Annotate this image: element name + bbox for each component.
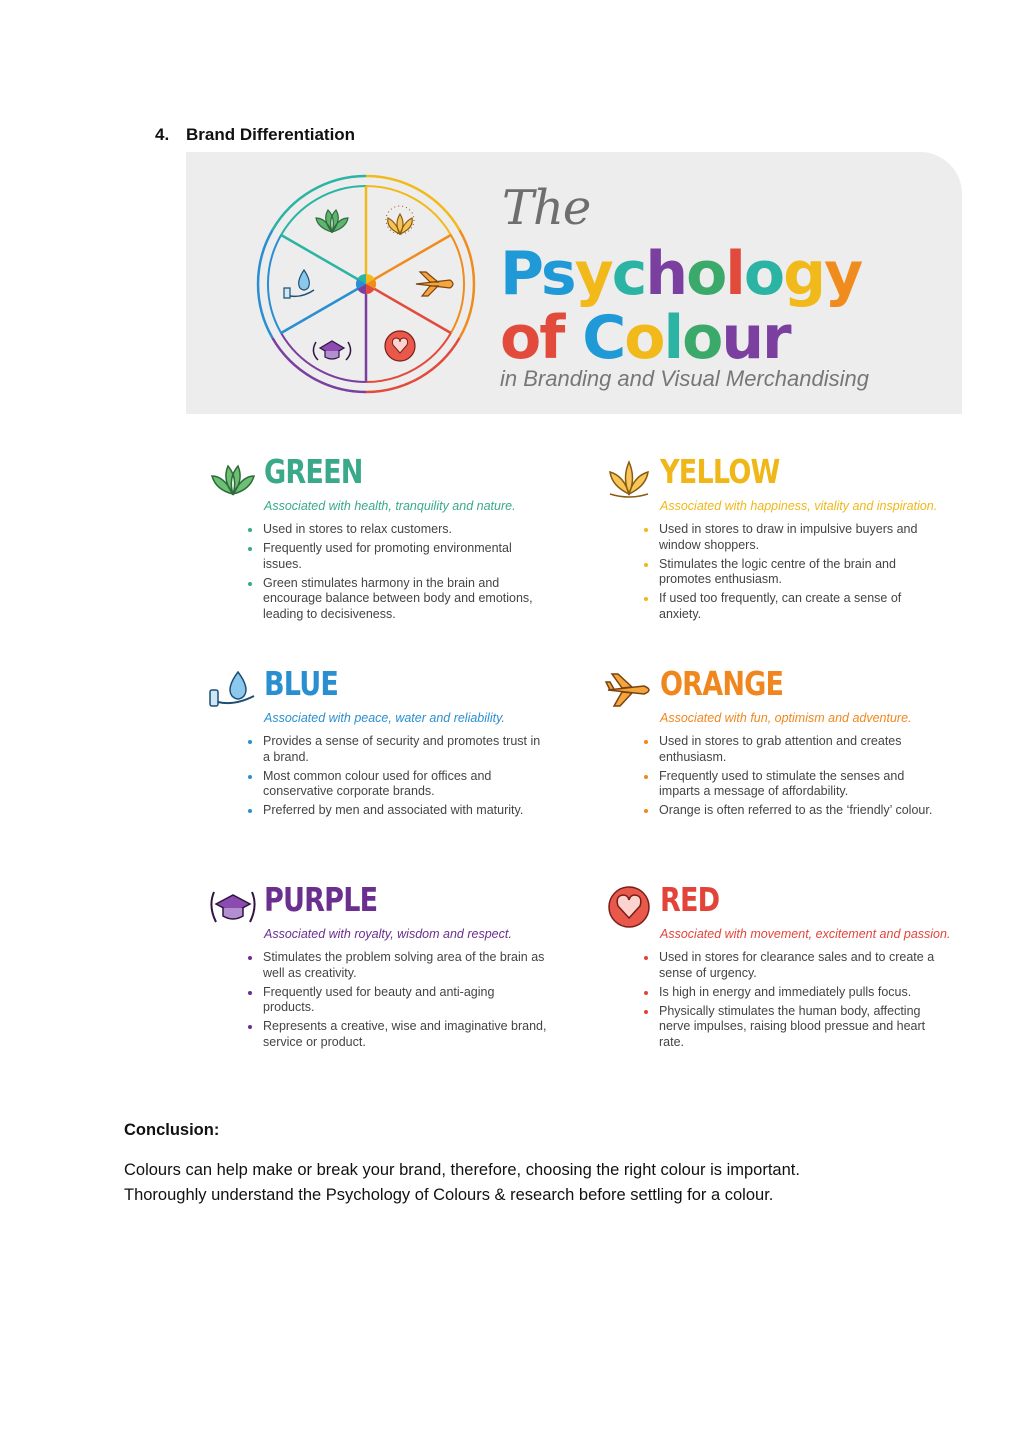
title-of-colour	[500, 303, 790, 373]
bullet-item: Provides a sense of security and promotes trust in a brand.	[248, 734, 548, 765]
colour-bullets	[644, 950, 944, 1054]
title-letter: s	[540, 239, 575, 309]
colour-association: Associated with royalty, wisdom and respect.	[264, 927, 512, 941]
colour-bullets	[644, 522, 944, 626]
conclusion-line: Thoroughly understand the Psychology of Colours & research before settling for a colour.	[124, 1186, 774, 1204]
title-letter: o	[682, 303, 722, 373]
section-heading	[155, 125, 355, 145]
infographic-banner	[186, 152, 962, 414]
banner-subtitle: in Branding and Visual Merchandising	[500, 366, 869, 391]
colour-name: PURPLE	[264, 880, 378, 919]
colour-association: Associated with happiness, vitality and inspiration.	[660, 499, 938, 513]
title-letter: o	[743, 239, 784, 309]
bullet-item: Frequently used to stimulate the senses and imparts a message of affordability.	[644, 769, 944, 800]
colour-bullets	[644, 734, 944, 822]
colour-name: BLUE	[264, 664, 339, 703]
heart-icon	[604, 882, 654, 932]
title-letter: l	[663, 303, 683, 373]
colour-association: Associated with peace, water and reliability.	[264, 711, 505, 725]
colour-bullets	[248, 522, 548, 626]
section-title: Brand Differentiation	[186, 125, 356, 144]
colour-association: Associated with movement, excitement and passion.	[660, 927, 951, 941]
title-the: The	[502, 180, 591, 236]
colour-name: YELLOW	[660, 452, 780, 491]
title-letter: l	[725, 239, 744, 309]
lotus-flower-icon	[604, 454, 654, 504]
bullet-item: Frequently used for beauty and anti-aging products.	[248, 985, 548, 1016]
title-letter: u	[721, 303, 763, 373]
title-letter: y	[824, 239, 862, 309]
title-letter: y	[574, 239, 612, 309]
title-letter: o	[686, 239, 726, 309]
bullet-item: Used in stores to grab attention and creates enthusiasm.	[644, 734, 944, 765]
title-letter: r	[762, 303, 790, 373]
colour-name: RED	[660, 880, 720, 919]
conclusion-line: Colours can help make or break your brand, therefore, choosing the right colour is important.	[124, 1161, 800, 1179]
title-letter: h	[645, 239, 687, 309]
graduation-cap-icon	[208, 882, 258, 932]
title-letter: P	[500, 239, 541, 309]
bullet-item: Preferred by men and associated with maturity.	[248, 803, 548, 819]
bullet-item: If used too frequently, can create a sense of anxiety.	[644, 591, 944, 622]
bullet-item: Stimulates the problem solving area of the brain as well as creativity.	[248, 950, 548, 981]
colour-association: Associated with fun, optimism and adventure.	[660, 711, 912, 725]
psychology-of-colour-infographic	[186, 152, 962, 1082]
bullet-item: Used in stores to draw in impulsive buyers and window shoppers.	[644, 522, 944, 553]
bullet-item: Most common colour used for offices and conservative corporate brands.	[248, 769, 548, 800]
bullet-item: Orange is often referred to as the ‘friendly’ colour.	[644, 803, 944, 819]
lotus-leaf-icon	[208, 454, 258, 504]
title-letter: g	[783, 239, 825, 309]
title-letter: o	[624, 303, 664, 373]
airplane-icon	[604, 666, 654, 716]
water-drop-hand-icon	[208, 666, 258, 716]
colour-bullets	[248, 734, 548, 822]
conclusion-text	[124, 1158, 924, 1208]
colour-wheel	[248, 166, 484, 402]
colour-association: Associated with health, tranquility and nature.	[264, 499, 516, 513]
bullet-item: Used in stores for clearance sales and to create a sense of urgency.	[644, 950, 944, 981]
bullet-item: Frequently used for promoting environmental issues.	[248, 541, 548, 572]
title-letter	[563, 303, 582, 373]
title-letter: o	[500, 303, 540, 373]
colour-name: ORANGE	[660, 664, 784, 703]
conclusion-heading: Conclusion:	[124, 1121, 220, 1139]
colour-name: GREEN	[264, 452, 363, 491]
colour-bullets	[248, 950, 548, 1054]
bullet-item: Is high in energy and immediately pulls focus.	[644, 985, 944, 1001]
bullet-item: Physically stimulates the human body, affecting nerve impulses, raising blood pressue and heart rate.	[644, 1004, 944, 1051]
title-letter: f	[539, 303, 564, 373]
bullet-item: Represents a creative, wise and imaginative brand, service or product.	[248, 1019, 548, 1050]
title-psychology	[500, 239, 862, 309]
title-letter: c	[611, 239, 646, 309]
title-letter: C	[582, 303, 625, 373]
bullet-item: Green stimulates harmony in the brain and encourage balance between body and emotions, leading to decisiveness.	[248, 576, 548, 623]
bullet-item: Stimulates the logic centre of the brain and promotes enthusiasm.	[644, 557, 944, 588]
bullet-item: Used in stores to relax customers.	[248, 522, 548, 538]
section-number: 4.	[155, 125, 170, 144]
